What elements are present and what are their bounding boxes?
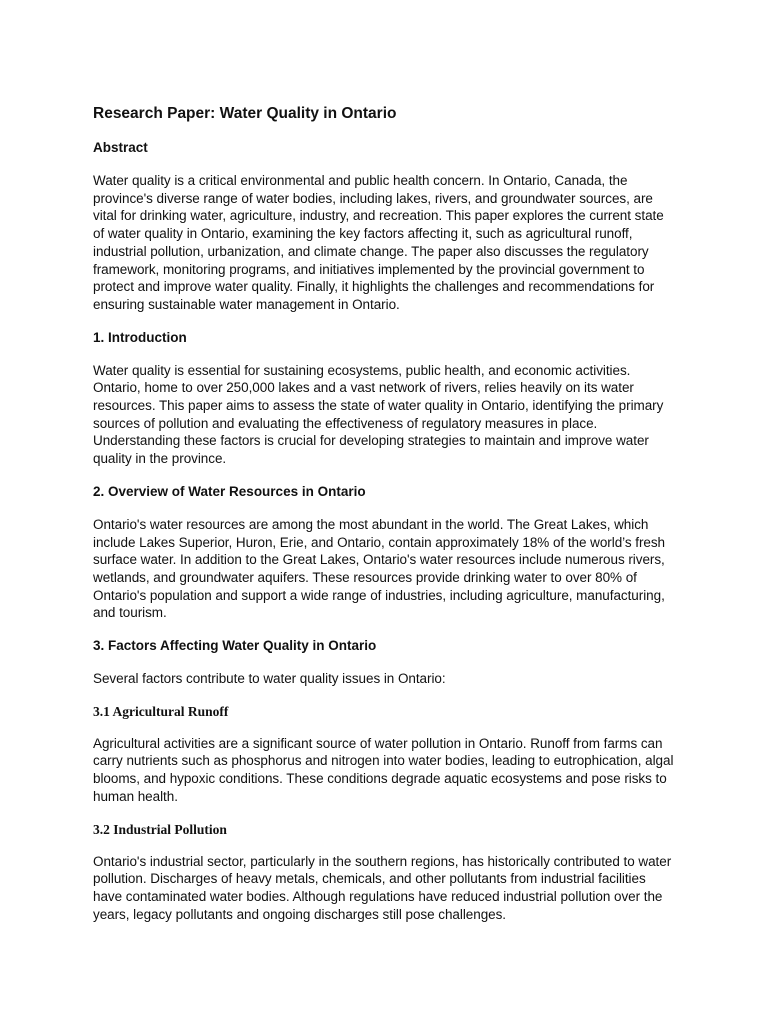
section-heading-overview: 2. Overview of Water Resources in Ontario [93,483,366,499]
industrial-pollution-paragraph: Ontario's industrial sector, particularly in the southern regions, has historically contributed to water pollution. Discharges of heavy metals, chemicals, and other pollutants from industrial facilities have contaminated water bodies. Although regulations have reduced industrial pollution over the years, legacy pollutants and ongoing discharges still pose challenges. [93,853,672,922]
subsection-heading-industrial-pollution: 3.2 Industrial Pollution [93,821,227,837]
factors-paragraph: Several factors contribute to water quality issues in Ontario: [93,671,446,687]
section-heading-factors: 3. Factors Affecting Water Quality in Ontario [93,638,377,654]
introduction-paragraph: Water quality is essential for sustaining ecosystems, public health, and economic activities. Ontario, home to over 250,000 lakes and a vast network of rivers, relies heavily on its water resources. This paper aims to assess the state of water quality in Ontario, identifying the primary sources of pollution and evaluating the effectiveness of regulatory measures in place. Understanding these factors is crucial for developing strategies to maintain and improve water quality in the province. [93,362,664,467]
abstract-paragraph: Water quality is a critical environmental and public health concern. In Ontario, Canada, the province's diverse range of water bodies, including lakes, rivers, and groundwater sources, are vital for drinking water, agriculture, industry, and recreation. This paper explores the current state of water quality in Ontario, examining the key factors affecting it, such as agricultural runoff, industrial pollution, urbanization, and climate change. The paper also discusses the regulatory framework, monitoring programs, and initiatives implemented by the provincial government to protect and improve water quality. Finally, it highlights the challenges and recommendations for ensuring sustainable water management in Ontario. [93,173,664,312]
paper-title: Research Paper: Water Quality in Ontario [93,105,397,122]
document-page [93,104,678,938]
subsection-heading-agricultural-runoff: 3.1 Agricultural Runoff [93,703,229,719]
section-heading-introduction: 1. Introduction [93,329,187,345]
section-heading-abstract: Abstract [93,140,148,155]
overview-paragraph: Ontario's water resources are among the most abundant in the world. The Great Lakes, which include Lakes Superior, Huron, Erie, and Ontario, contain approximately 18% of the world’s fresh surface water. In addition to the Great Lakes, Ontario's water resources include numerous rivers, wetlands, and groundwater aquifers. These resources provide drinking water to over 80% of Ontario's population and support a wide range of industries, including agriculture, manufacturing, and tourism. [93,516,666,621]
agricultural-runoff-paragraph: Agricultural activities are a significant source of water pollution in Ontario. Runoff from farms can carry nutrients such as phosphorus and nitrogen into water bodies, leading to eutrophication, algal blooms, and hypoxic conditions. These conditions degrade aquatic ecosystems and pose risks to human health. [93,735,674,804]
